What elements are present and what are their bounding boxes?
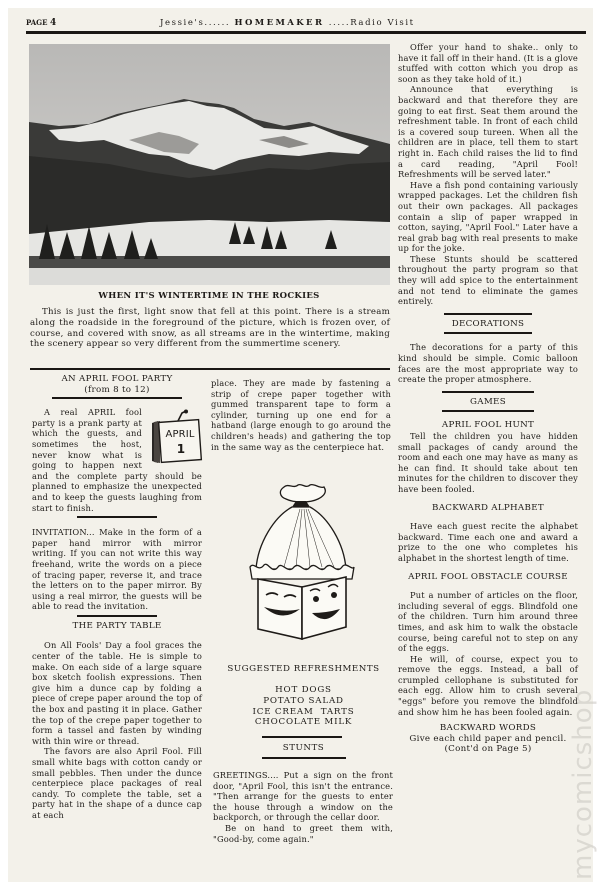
game-paragraph: Have each guest recite the alphabet backward. Time each one and award a prize to the one who completes his alphabet in the shortest length of time.: [398, 521, 578, 563]
game-title: BACKWARD ALPHABET: [432, 502, 544, 513]
page-number: PAGE 4: [26, 18, 57, 28]
game-paragraph: He will, of course, expect you to remove the eggs. Instead, a ball of crumpled cellophane is substituted for each egg. Allow him to crush several "eggs" before you remove the blindfold and show him he has been fooled again.: [398, 653, 578, 717]
masthead-rule: [26, 31, 586, 34]
calendar-month: APRIL: [165, 429, 195, 441]
dunce-centerpiece-illustration: [244, 483, 359, 643]
stunt-paragraph: These Stunts should be scattered throughout the party program so that they will add spice to the entertainment and not tend to eliminate the games entirely.: [398, 253, 578, 307]
decorations-title: DECORATIONS: [451, 318, 525, 329]
newsletter-title: Jessie's...... HOMEMAKER .....Radio Visit: [160, 18, 415, 28]
calendar-day: 1: [176, 442, 186, 457]
invitation-paragraph: INVITATION... Make in the form of a paper hand mirror with mirror writing. If you can not write this way freehand, write the words on a piece of tracing paper, reverse it, and trace the letters on to the paper mirror. By using a real mirror, the guests will be able to read the invitation.: [32, 527, 202, 612]
photo-caption-title: WHEN IT'S WINTERTIME IN THE ROCKIES: [98, 291, 320, 301]
party-table-continued: place. They are made by fastening a strip of crepe paper together with gummed transparent tape to form a cylinder, turning up one end for a hatband (large enough to go around the children's heads) and gathering the top in the same way as the centerpiece hat.: [211, 378, 391, 452]
games-title: GAMES: [470, 396, 506, 407]
party-title: AN APRIL FOOL PARTY: [61, 374, 173, 384]
party-intro: A real APRIL fool party is a prank party at which the guests, and sometimes the host, never know what is going to happen next and the complete party should be planned to emphasize the unexpected and to keep the guests laughing from start to finish.: [32, 407, 202, 513]
masthead: [20, 18, 590, 32]
caption-rule: [30, 368, 390, 370]
party-subtitle: (from 8 to 12): [84, 384, 150, 395]
party-table-paragraph: The favors are also April Fool. Fill small white bags with cotton candy or small pebbles. Then under the dunce centerpiece place packages of real candy. To complete the table, set a party hat in the shape of a dunce cap at each: [32, 746, 202, 820]
game-paragraph: Put a number of articles on the floor, including several of eggs. Blindfold one of the children. Turn him around three times, and ask him to walk the obstacle course, being careful not to step on any of the eggs.: [398, 590, 578, 654]
party-table-paragraph: On All Fools' Day a fool graces the center of the table. He is simple to make. On each side of a large square box sketch foolish expressions. Then give him a dunce cap by folding a piece of crepe paper around the top of the box and pasting it in place. Gather the top of the crepe paper together to form a tassel and fasten by winding with thin wire or thread.: [32, 640, 202, 746]
stunt-paragraph: Announce that everything is backward and that therefore they are going to eat first. Seat them around the refreshment table. In front of each child is a covered soup tureen. When all the children are in place, tell them to start right in. Each child raises the lid to find a card reading, "April Fool! Refreshments will be served later.": [398, 84, 578, 180]
right-column: [398, 42, 578, 755]
section-rule: [77, 615, 157, 617]
april-calendar-icon: [148, 409, 204, 465]
mountain-photo: [29, 44, 390, 285]
section-rule: [262, 757, 346, 759]
goodby-paragraph: Be on hand to greet them with, "Good-by, come again.": [213, 822, 393, 844]
stunts-body: [213, 770, 393, 844]
game-paragraph: Tell the children you have hidden small packages of candy around the room and each one may have as many as he can find. It should take about ten minutes for the children to discover they have been fooled.: [398, 431, 578, 494]
continued-note: (Cont'd on Page 5): [444, 744, 532, 755]
menu-item: POTATO SALAD: [263, 695, 344, 706]
game-title: APRIL FOOL HUNT: [441, 420, 535, 431]
greetings-paragraph: GREETINGS.... Put a sign on the front door, "April Fool, this isn't the entrance. "Then arrange for the guests to enter the house through a window on the backporch, or through the cellar door.: [213, 770, 393, 823]
refreshments-menu: [211, 685, 396, 728]
photo-caption-body: This is just the first, light snow that fell at this point. There is a stream along the roadside in the foreground of the picture, which is frozen over, of course, and covered with snow, as all streams are in the wintertime, making the scenery appear so very different from the summertime scenery.: [30, 307, 390, 350]
refreshments-title: SUGGESTED REFRESHMENTS: [227, 664, 380, 674]
menu-item: CHOCOLATE MILK: [254, 717, 353, 728]
stunts-title: STUNTS: [282, 743, 325, 753]
menu-item: ICE CREAM TARTS: [252, 706, 355, 717]
party-table-title: THE PARTY TABLE: [72, 620, 162, 631]
section-rule: [262, 736, 342, 738]
menu-item: HOT DOGS: [275, 685, 332, 695]
game-title: BACKWARD WORDS: [439, 723, 537, 734]
section-rule: [444, 313, 532, 315]
stunt-paragraph: Offer your hand to shake.. only to have it fall off in their hand. (It is a glove stuffed with cotton which you drop as soon as they take hold of it.): [398, 42, 578, 84]
section-rule: [444, 332, 532, 334]
game-title: APRIL FOOL OBSTACLE COURSE: [408, 571, 568, 582]
section-rule: [52, 397, 182, 399]
decorations-paragraph: The decorations for a party of this kind should be simple. Comic balloon faces are the most appropriate way to create the proper atmosphere.: [398, 342, 578, 385]
section-rule: [442, 391, 534, 393]
game-paragraph: Give each child paper and pencil.: [409, 733, 567, 744]
section-rule: [442, 410, 534, 412]
middle-column: [211, 378, 391, 452]
left-column: [32, 374, 202, 821]
watermark: mycomicshop: [568, 688, 598, 880]
stunt-paragraph: Have a fish pond containing variously wrapped packages. Let the children fish out their own packages. All packages contain a slip of paper wrapped in cotton, saying, "April Fool." Later have a real grab bag with real presents to make up for the joke.: [398, 179, 578, 254]
section-rule: [77, 516, 157, 518]
